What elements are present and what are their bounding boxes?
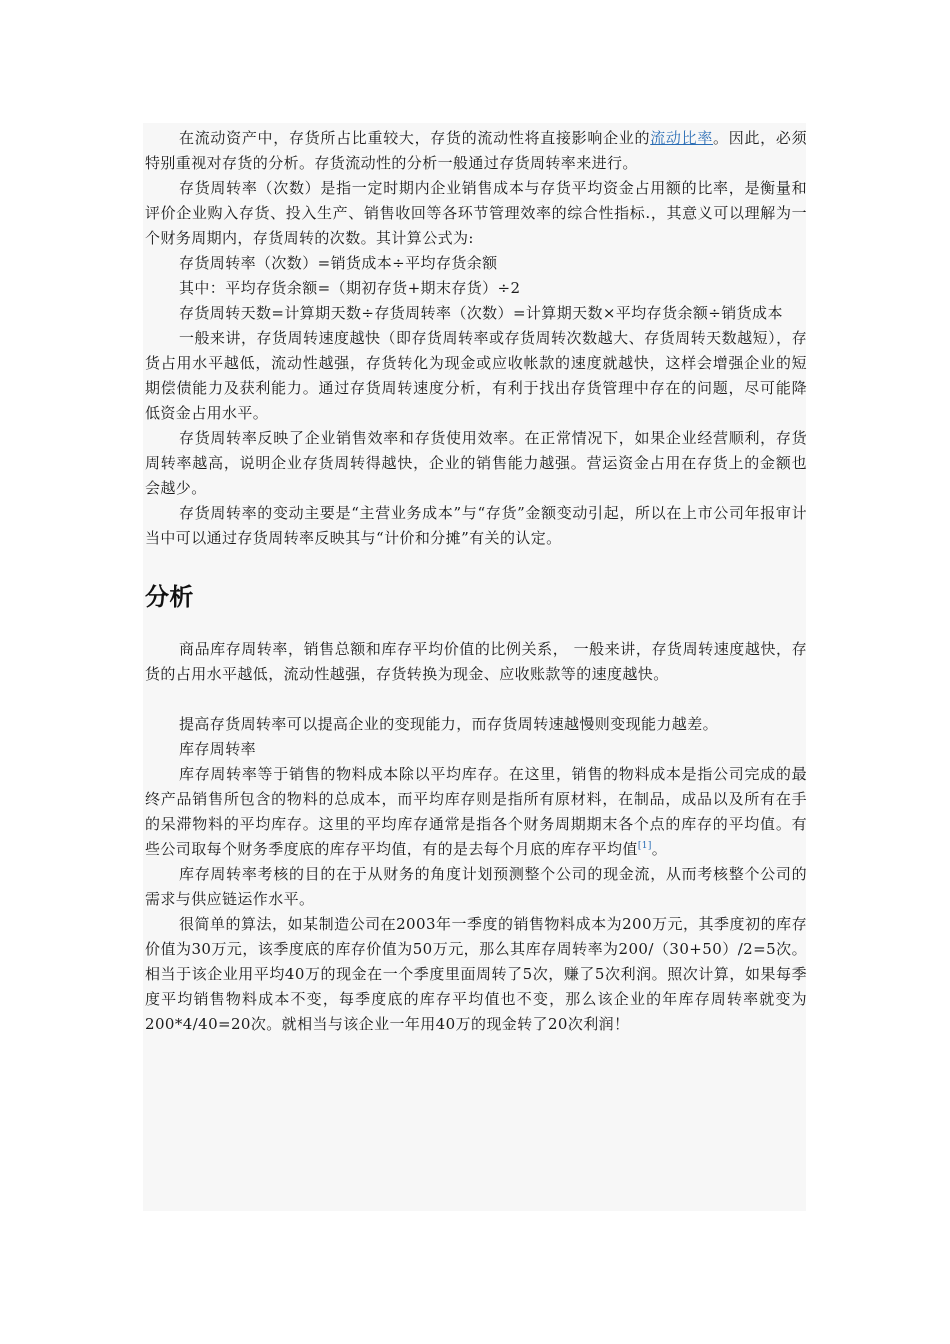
paragraph-example: 很简单的算法，如某制造公司在2003年一季度的销售物料成本为200万元，其季度初的库存价值为30万元，该季度底的库存价值为50万元，那么其库存周转率为200/（30+50）/2=5次。相当于该企业用平均40万的现金在一个季度里面周转了5次，赚了5次利润。照次计算，如果每季度平均销售物料成本不变，每季度底的库存平均值也不变，那么该企业的年库存周转率就变为200*4/40=20次。就相当与该企业一年用40万的现金转了20次利润！	[145, 915, 807, 1033]
paragraph-commodity-turnover: 商品库存周转率，销售总额和库存平均价值的比例关系， 一般来讲，存货周转速度越快，存货的占用水平越低，流动性越强，存货转换为现金、应收账款等的速度越快。	[145, 640, 807, 683]
intro-text-cont: 。因此，必须特别重视对存货的分析。存货流动性的分析一般通过存货周转率来进行。	[145, 129, 807, 172]
formula-average-inventory: 其中：平均存货余额=（期初存货+期末存货）÷2	[179, 279, 521, 297]
inventory-definition-end: 。	[651, 840, 668, 858]
paragraph-intro	[145, 126, 807, 176]
formula-turnover: 存货周转率（次数）=销货成本÷平均存货余额	[179, 254, 498, 272]
section-heading-analysis: 分析	[145, 583, 194, 611]
formula-turnover-days: 存货周转天数=计算期天数÷存货周转率（次数）=计算期天数×平均存货余额÷销货成本	[179, 304, 783, 322]
paragraph-inventory-definition	[145, 762, 807, 862]
paragraph-definition: 存货周转率（次数）是指一定时期内企业销售成本与存货平均资金占用额的比率，是衡量和评价企业购入存货、投入生产、销售收回等各环节管理效率的综合性指标.，其意义可以理解为一个财务周期内，存货周转的次数。其计算公式为:	[145, 179, 807, 247]
paragraph-purpose: 库存周转率考核的目的在于从财务的角度计划预测整个公司的现金流，从而考核整个公司的需求与供应链运作水平。	[145, 865, 807, 908]
paragraph-efficiency: 存货周转率反映了企业销售效率和存货使用效率。在正常情况下，如果企业经营顺利，存货周转率越高，说明企业存货周转得越快，企业的销售能力越强。营运资金占用在存货上的金额也会越少。	[145, 429, 807, 497]
subheading-inventory-turnover: 库存周转率	[179, 740, 257, 758]
paragraph-audit: 存货周转率的变动主要是“主营业务成本”与“存货”金额变动引起，所以在上市公司年报审计当中可以通过存货周转率反映其与“计价和分摊”有关的认定。	[145, 504, 807, 547]
paragraph-speed: 一般来讲，存货周转速度越快（即存货周转率或存货周转次数越大、存货周转天数越短），存货占用水平越低，流动性越强，存货转化为现金或应收帐款的速度就越快，这样会增强企业的短期偿债能力及获利能力。通过存货周转速度分析，有利于找出存货管理中存在的问题，尽可能降低资金占用水平。	[145, 329, 807, 422]
liquidity-ratio-link[interactable]: 流动比率	[650, 129, 714, 147]
article-body	[145, 126, 807, 1037]
reference-1[interactable]: [1]	[637, 841, 652, 851]
spacer	[145, 687, 807, 712]
intro-text: 在流动资产中，存货所占比重较大，存货的流动性将直接影响企业的	[179, 129, 651, 147]
paragraph-liquidity: 提高存货周转率可以提高企业的变现能力，而存货周转速越慢则变现能力越差。	[179, 715, 719, 733]
spacer	[145, 551, 807, 581]
spacer	[145, 613, 807, 637]
inventory-definition-text: 库存周转率等于销售的物料成本除以平均库存。在这里，销售的物料成本是指公司完成的最终产品销售所包含的物料的总成本，而平均库存则是指所有原材料，在制品，成品以及所有在手的呆滞物料的平均库存。这里的平均库存通常是指各个财务周期期末各个点的库存的平均值。有些公司取每个财务季度底的库存平均值，有的是去每个月底的库存平均值	[145, 765, 807, 858]
